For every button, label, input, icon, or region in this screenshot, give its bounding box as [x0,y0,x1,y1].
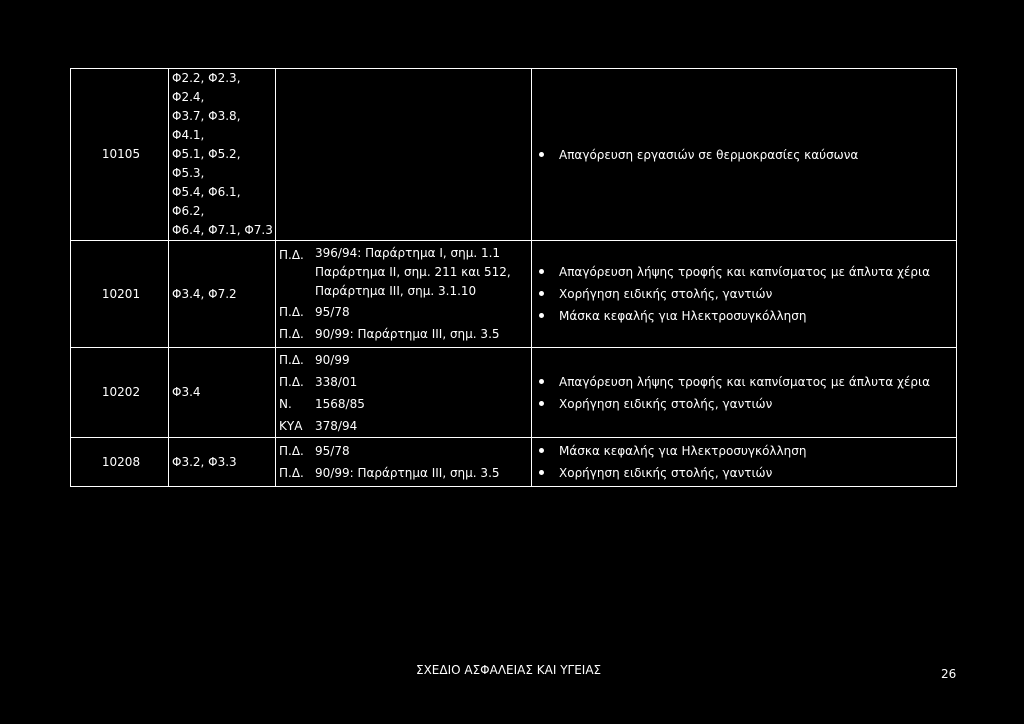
legal-prefix: Ν. [279,396,292,411]
legal-text: 90/99: Παράρτημα ΙΙΙ, σημ. 3.5 [315,326,500,341]
footer-title: ΣΧΕΔΙΟ ΑΣΦΑΛΕΙΑΣ ΚΑΙ ΥΓΕΙΑΣ [416,663,602,677]
measures-list [532,69,957,241]
measure-item: Χορήγηση ειδικής στολής, γαντιών [535,393,956,415]
legal-references [276,69,532,241]
legal-references [276,438,532,487]
phase-list [169,438,276,487]
phase-line: Φ5.1, Φ5.2, Φ5.3, [172,147,241,180]
legal-prefix: Π.Δ. [279,374,304,389]
phase-line: Φ3.4 [172,385,201,399]
legal-prefix: Π.Δ. [279,466,304,480]
legal-text: 378/94 [315,418,358,433]
measure-item: Μάσκα κεφαλής για Ηλεκτροσυγκόλληση [535,440,956,462]
table-row [71,348,957,438]
legal-prefix: Π.Δ. [279,444,304,458]
table-row [71,241,957,348]
legal-text: 396/94: Παράρτημα Ι, σημ. 1.1 Παράρτημα ΙΙ, σημ. 211 και 512, Παράρτημα ΙΙΙ, σημ. 3.1.10 [315,245,511,298]
phase-line: Φ3.7, Φ3.8, Φ4.1, [172,109,241,142]
phase-line: Φ3.2, Φ3.3 [172,454,237,469]
phase-list [169,241,276,348]
legal-prefix: Π.Δ. [279,352,304,367]
legal-text: 90/99 [315,352,350,367]
measures-list [532,438,957,487]
measure-item: Απαγόρευση λήψης τροφής και καπνίσματος με άπλυτα χέρια [535,261,956,283]
activity-code: 10208 [71,438,169,487]
legal-text: 95/78 [315,444,350,458]
activity-code: 10202 [71,348,169,438]
legal-text: 338/01 [315,374,358,389]
activity-code: 10105 [71,69,169,241]
legal-references [276,241,532,348]
legal-prefix: ΚΥΑ [279,418,303,433]
measure-item: Χορήγηση ειδικής στολής, γαντιών [535,462,956,484]
measures-list [532,348,957,438]
activity-code: 10201 [71,241,169,348]
measure-item: Απαγόρευση λήψης τροφής και καπνίσματος με άπλυτα χέρια [535,371,956,393]
legal-prefix: Π.Δ. [279,247,304,262]
table-row [71,438,957,487]
phase-line: Φ3.4, Φ7.2 [172,286,237,301]
phase-line: Φ5.4, Φ6.1, Φ6.2, [172,185,241,218]
legal-prefix: Π.Δ. [279,304,304,319]
phase-line: Φ2.2, Φ2.3, Φ2.4, [172,71,241,104]
measure-item: Μάσκα κεφαλής για Ηλεκτροσυγκόλληση [535,305,956,327]
phase-list [169,69,276,241]
legal-text: 90/99: Παράρτημα ΙΙΙ, σημ. 3.5 [315,466,500,480]
phase-line: Φ6.4, Φ7.1, Φ7.3 [172,223,273,237]
table-row [71,69,957,241]
measure-item: Χορήγηση ειδικής στολής, γαντιών [535,283,956,305]
measure-item: Απαγόρευση εργασιών σε θερμοκρασίες καύσωνα [535,144,956,166]
measures-list [532,241,957,348]
legal-text: 1568/85 [315,396,365,411]
page-number: 26 [941,667,957,681]
phase-list [169,348,276,438]
measures-table [70,68,957,487]
legal-prefix: Π.Δ. [279,326,304,341]
legal-text: 95/78 [315,304,350,319]
legal-references [276,348,532,438]
